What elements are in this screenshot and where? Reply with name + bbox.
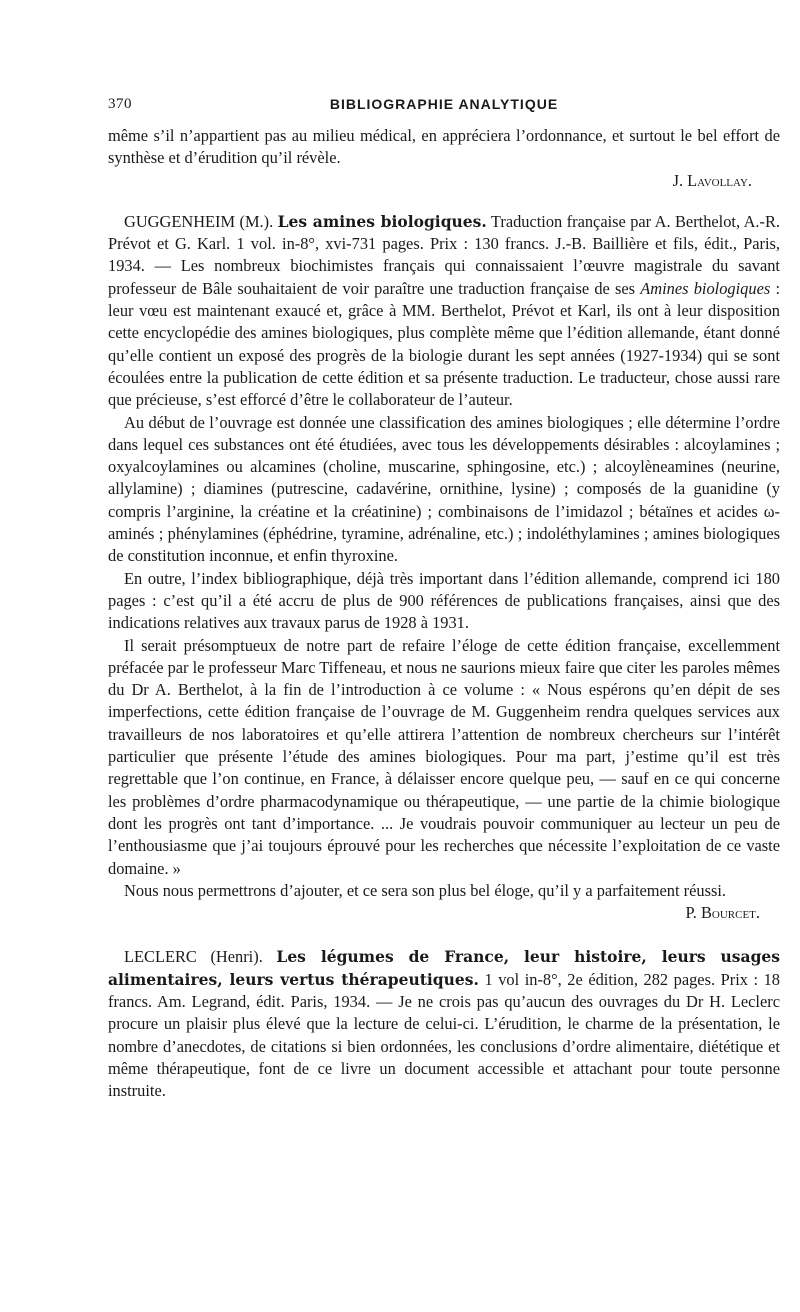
page-content (108, 125, 780, 1102)
review-2-details: 1 vol in-8°, 2e édition, 282 pages. Prix : 18 francs. Am. Legrand, édit. Paris, 1934. — Je ne crois pas qu’aucun des ouvrages du Dr H. Leclerc procure un plaisir plus élevé que la lecture de celui-ci. L’érudition, le charme de la présentation, le nombre d’anecdotes, de citations si bien ordonnées, les conclusions d’ordre alimentaire, diététique et même thérapeutique, font de ce livre un document accessible et attachant pour toute personne instruite. (108, 969, 780, 1101)
review-1-details: Traduction française par A. Berthelot, A.-R. Prévot et G. Karl. 1 vol. in-8°, xvi-731 pages. Prix : 130 francs. J.-B. Baillière et fils, édit., Paris, 1934. — Les nombreux biochimistes français qui connaissaient l’œuvre magistrale du savant professeur de Bâle souhaitaient de voir paraître une traduction française de ses (108, 211, 780, 298)
review-1-italic-title: Amines biologiques (640, 278, 771, 298)
review-1-paragraph-2: Au début de l’ouvrage est donnée une classification des amines biologiques ; elle détermine l’ordre dans lequel ces substances ont été étudiées, avec tous les développements désirables : alcoylamines ; oxyalcoylamines ou alcamines (choline, muscarine, sphingosine, etc.) ; alcoylèneamines (neurine, allylamine) ; diamines (putrescine, cadavérine, ornithine, lysine) ; composés de la guanidine (y compris l’arginine, la créatine et la créatinine) ; combinaisons de l’imidazol ; bétaïnes et acides ω-aminés ; phénylamines (éphédrine, tyramine, adrénaline, etc.) ; indoléthylamines ; amines biologiques de constitution inconnue, et enfin thyroxine. (108, 412, 780, 566)
intro-signature-text: J. Lavollay. (672, 170, 752, 190)
review-1-entry (108, 211, 780, 412)
review-1-author: GUGGENHEIM (M.). (124, 211, 274, 231)
page-header (108, 96, 780, 118)
review-1-details-cont: : leur vœu est maintenant exaucé et, grâce à MM. Berthelot, Prévot et Karl, ils ont à leur disposition cette encyclopédie des amines biologiques, plus complète même que l’édition allemande, étant donné qu’elle contient un exposé des progrès de la biologie durant les sept années (1927-1934) qui se sont écoulées entre la publication de cette édition et sa présente traduction. Le traducteur, chose aussi rare que précieuse, s’est efforcé d’être le collaborateur de l’auteur. (108, 278, 781, 410)
review-1-paragraph-5-text: Nous nous permettrons d’ajouter, et ce sera son plus bel éloge, qu’il y a parfaitement réussi. (124, 880, 726, 900)
intro-signature (108, 170, 780, 192)
review-1-paragraph-5 (108, 880, 780, 902)
review-1-paragraph-4: Il serait présomptueux de notre part de refaire l’éloge de cette édition française, excellemment préfacée par le professeur Marc Tiffeneau, et nous ne saurions mieux faire que citer les paroles mêmes du Dr A. Berthelot, à la fin de l’introduction à ce volume : « Nous espérons qu’en dépit de ses imperfections, cette édition française de l’ouvrage de M. Guggenheim rendra quelques services aux travailleurs de nos laboratoires et qu’elle attirera l’attention de nombreux chercheurs sur l’intérêt particulier que présente l’étude des amines biologiques. Pour ma part, j’estime qu’il est très regrettable que l’on continue, en France, à délaisser encore quelque peu, — sauf en ce qui concerne les problèmes d’ordre pharmacodynamique ou thérapeutique, — une partie de la chimie biologique dont les progrès ont tant d’importance. ... Je voudrais pouvoir communiquer au lecteur un peu de l’enthousiasme que j’ai toujours éprouvé pour les recherches que nécessite l’exploitation de ce vaste domaine. » (108, 635, 780, 878)
review-2-title: Les légumes de France, leur histoire, leurs usages alimentaires, leurs vertus thérapeutiques. (108, 947, 780, 989)
running-title: BIBLIOGRAPHIE ANALYTIQUE (329, 96, 559, 112)
review-1-signature-text: P. Bourcet. (685, 903, 760, 923)
intro-paragraph: même s’il n’appartient pas au milieu médical, en appréciera l’ordonnance, et surtout le bel effort de synthèse et d’érudition qu’il révèle. (108, 126, 780, 168)
review-2-entry (108, 946, 780, 1102)
review-1-title: Les amines biologiques. (277, 211, 487, 231)
review-1-signature (108, 902, 780, 924)
review-1-paragraph-3: En outre, l’index bibliographique, déjà très important dans l’édition allemande, comprend ici 180 pages : c’est qu’il a été accru de plus de 900 références de publications françaises, ainsi que des indications relatives aux travaux parus de 1928 à 1931. (108, 568, 780, 633)
review-2-author: LECLERC (Henri). (124, 947, 263, 967)
page-number: 370 (108, 96, 132, 112)
